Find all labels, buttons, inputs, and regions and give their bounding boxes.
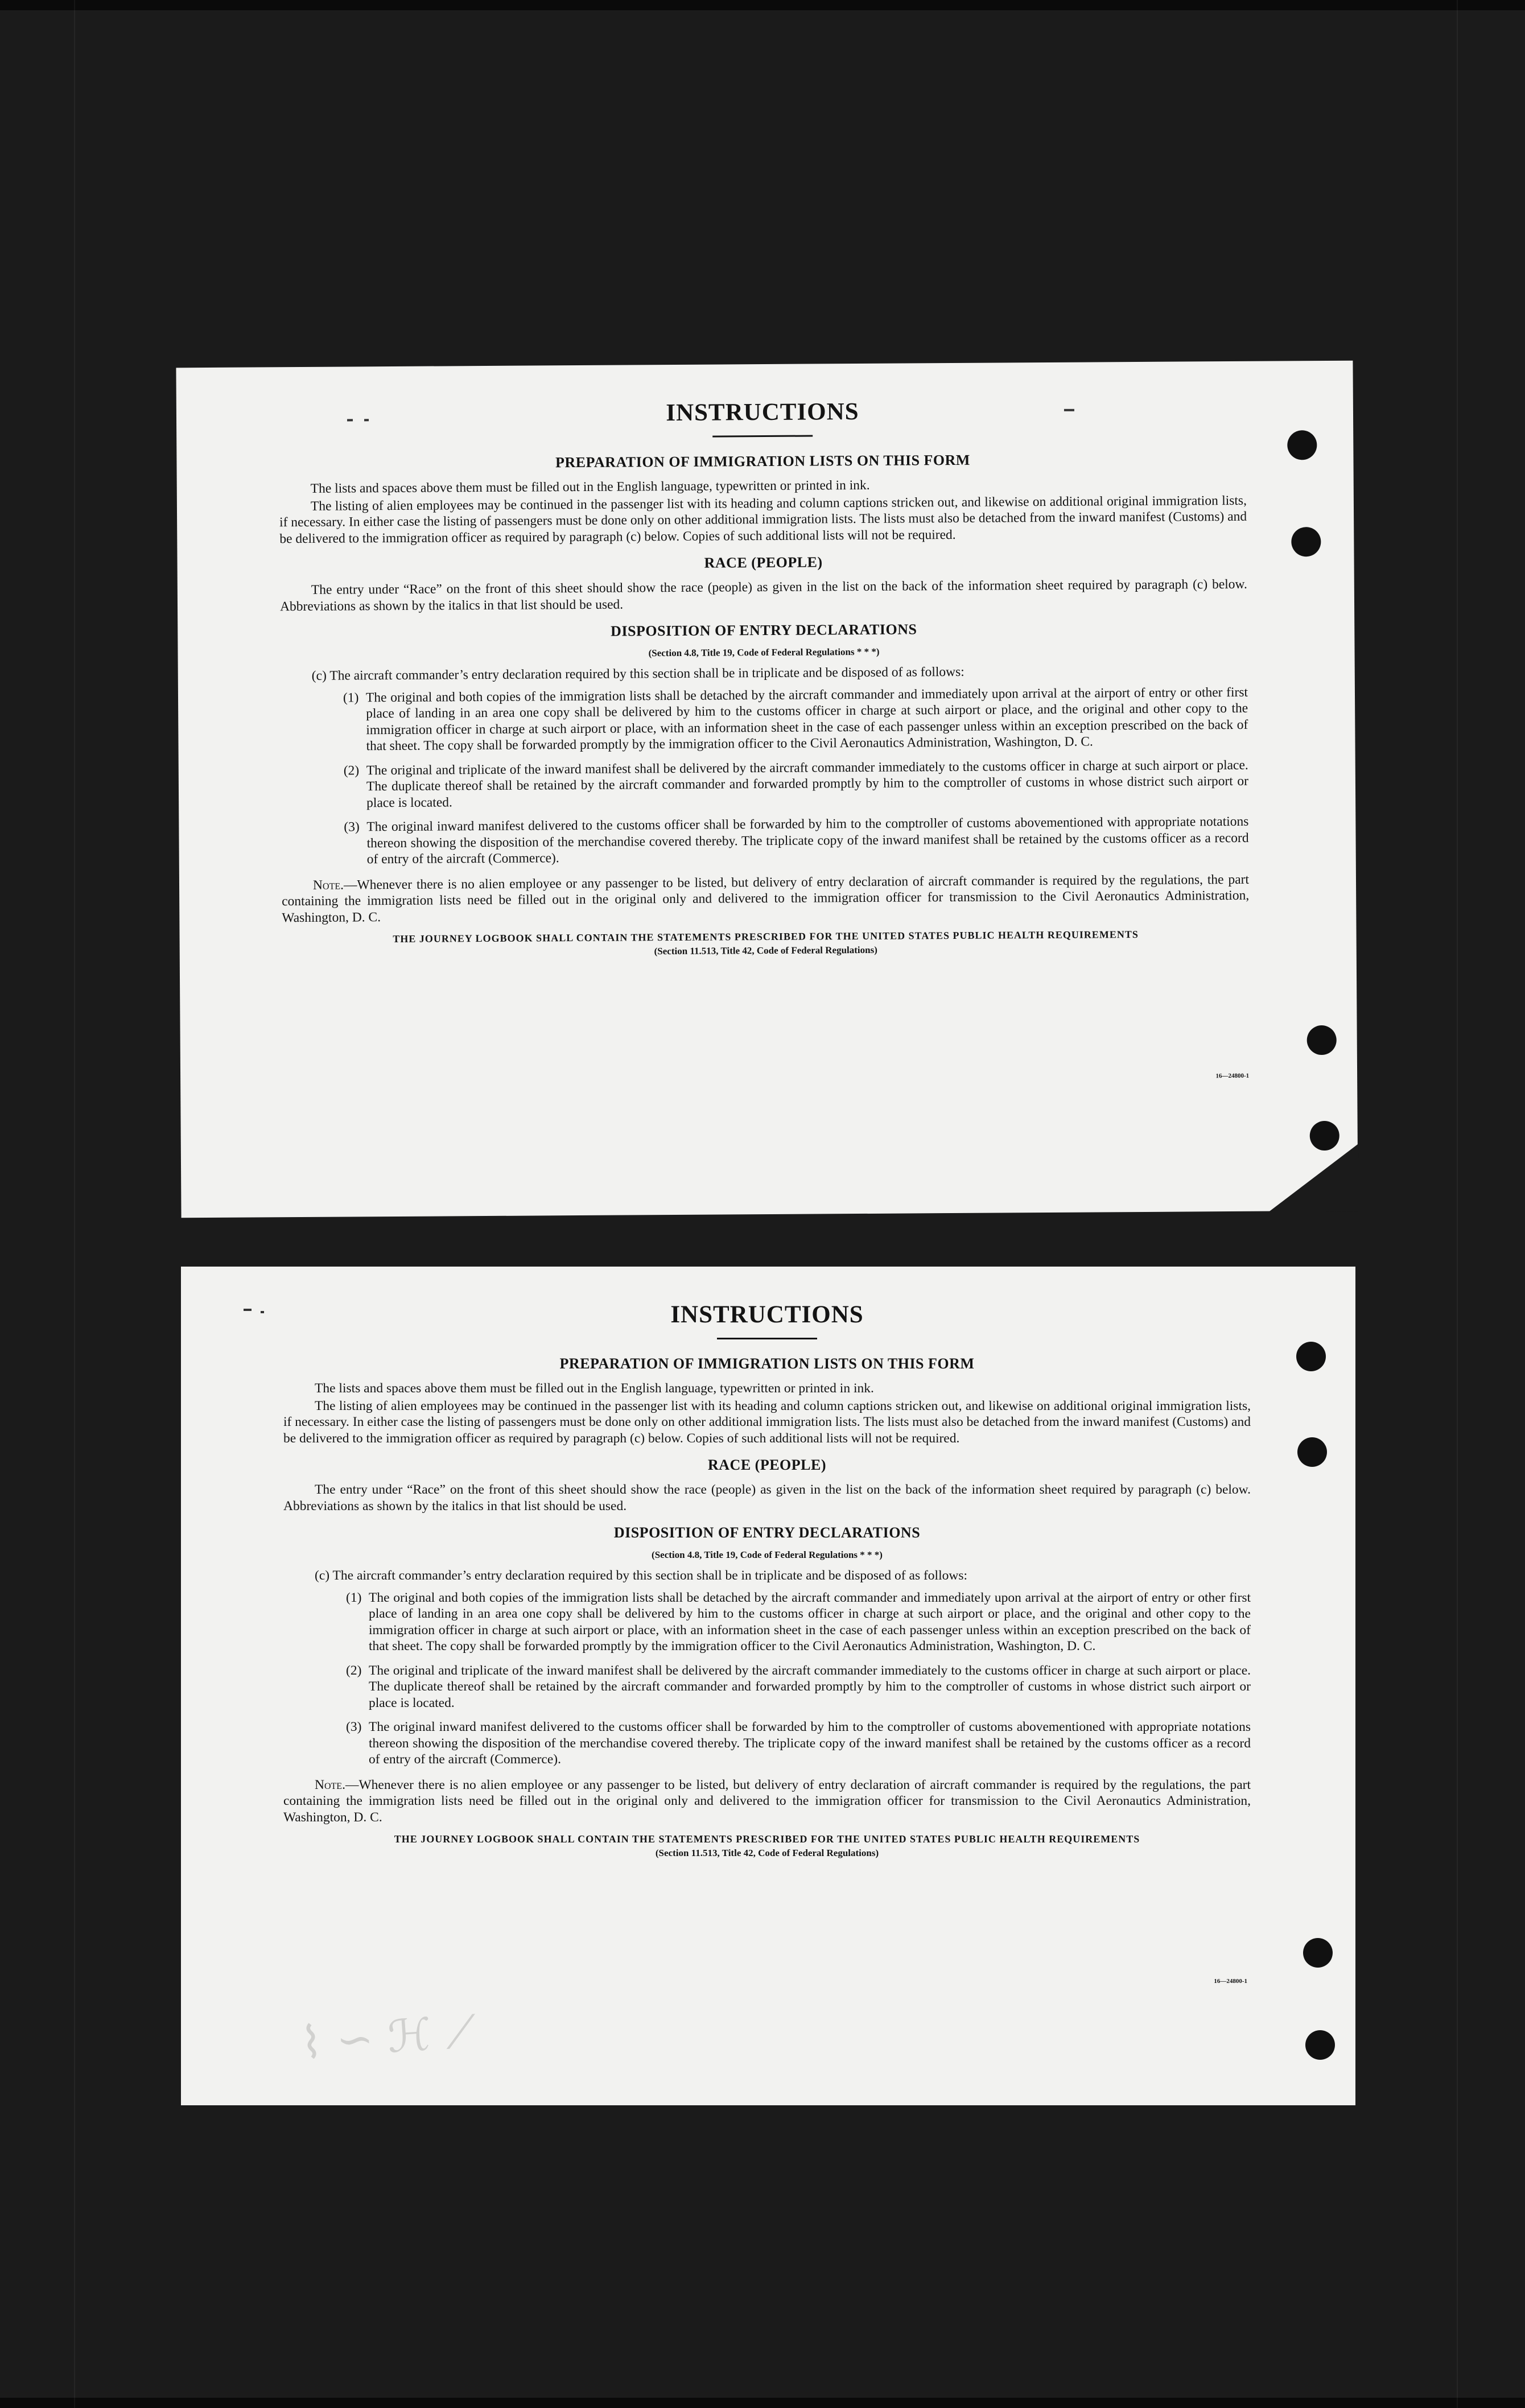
- paragraph: The entry under “Race” on the front of this sheet should show the race (people) as given in the list on the back of the information sheet required by paragraph (c) below. Abbreviations as shown by the italics in that list should be used.: [283, 1482, 1251, 1514]
- item-text: The original inward manifest delivered to the customs officer shall be forwarded by him to the comptroller of customs abovementioned with appropriate notations thereon showing the disposition of the merchandise covered thereby. The triplicate copy of the inward manifest shall be retained by the customs officer as a record of entry of the aircraft (Commerce).: [369, 1720, 1251, 1767]
- note-paragraph: [283, 1777, 1251, 1826]
- section-heading-immigration-lists: PREPARATION OF IMMIGRATION LISTS ON THIS FORM: [555, 451, 971, 471]
- item-number: (3): [346, 1720, 362, 1734]
- list-item: [283, 1719, 1251, 1768]
- page-title: INSTRUCTIONS: [666, 398, 859, 427]
- faint-handwriting-mark: ⌇ ∽ ℋ ⟋: [299, 2006, 479, 2069]
- punch-hole: [1296, 1342, 1326, 1371]
- note-label: Note.: [315, 1777, 345, 1792]
- punch-hole: [1303, 1938, 1333, 1968]
- footer-statement: THE JOURNEY LOGBOOK SHALL CONTAIN THE STATEMENTS PRESCRIBED FOR THE UNITED STATES PUBLIC HEALTH REQUIREMENTS: [394, 1833, 1140, 1845]
- footer-statement: THE JOURNEY LOGBOOK SHALL CONTAIN THE STATEMENTS PRESCRIBED FOR THE UNITED STATES PUBLIC HEALTH REQUIREMENTS: [393, 929, 1139, 945]
- item-number: (2): [343, 762, 360, 778]
- item-text: The original and triplicate of the inward manifest shall be delivered by the aircraft commander immediately to the customs officer in charge at such airport or place. The duplicate thereof shall be retained by the aircraft commander and forwarded promptly by him to the comptroller of customs in whose district such airport or place is located.: [366, 757, 1249, 810]
- citation: (Section 4.8, Title 19, Code of Federal Regulations * * *): [648, 646, 880, 659]
- item-text: The original and triplicate of the inward manifest shall be delivered by the aircraft commander immediately to the customs officer in charge at such airport or place. The duplicate thereof shall be retained by the aircraft commander and forwarded promptly by him to the comptroller of customs in whose district such airport or place is located.: [369, 1663, 1251, 1710]
- instruction-sheet-lower: [181, 1267, 1355, 2105]
- item-number: (2): [346, 1663, 362, 1678]
- item-number: (1): [343, 690, 359, 706]
- film-edge-bottom: [0, 2398, 1525, 2408]
- form-number: 16—24800-1: [1215, 1072, 1250, 1080]
- title-rule: [717, 1338, 817, 1339]
- paragraph: (c) The aircraft commander’s entry declaration required by this section shall be in triplicate and be disposed of as follows:: [311, 664, 965, 683]
- film-edge-top: [0, 0, 1525, 10]
- instruction-sheet-upper: [176, 361, 1358, 1218]
- item-text: The original and both copies of the immigration lists shall be detached by the aircraft commander and immediately upon arrival at the airport of entry or other first place of landing in an area one copy shall be delivered by him to the customs officer in charge at such airport or place, and the original and other copy to the immigration officer in charge at such airport or place, with an information sheet in the case of each passenger unless within an exception prescribed on the back of that sheet. The copy shall be forwarded promptly by the immigration officer to the Civil Aeronautics Administration, Washington, D. C.: [365, 685, 1248, 754]
- section-heading-disposition: DISPOSITION OF ENTRY DECLARATIONS: [611, 621, 917, 640]
- page-title: INSTRUCTIONS: [670, 1301, 864, 1328]
- film-scratch: [1457, 0, 1458, 2408]
- form-number: 16—24800-1: [1214, 1978, 1247, 1985]
- ink-smudge: [261, 1311, 264, 1313]
- paragraph: The listing of alien employees may be continued in the passenger list with its heading and column captions stricken out, and likewise on additional original immigration lists, if necessary. In either case the listing of passengers must be done only on other additional immigration lists. The lists must also be detached from the inward manifest (Customs) and be delivered to the immigration officer as required by paragraph (c) below. Copies of such additional lists will not be required.: [283, 1398, 1251, 1446]
- title-rule: [712, 435, 813, 437]
- punch-hole: [1291, 527, 1321, 556]
- film-scratch: [74, 0, 75, 2408]
- section-heading-immigration-lists: PREPARATION OF IMMIGRATION LISTS ON THIS FORM: [559, 1355, 975, 1372]
- instructions-content: [279, 395, 1250, 966]
- footer-citation: (Section 11.513, Title 42, Code of Federal Regulations): [655, 1848, 879, 1858]
- disposition-list: [283, 1590, 1251, 1768]
- note-paragraph: [282, 871, 1249, 926]
- punch-hole: [1287, 430, 1317, 460]
- note-text: —Whenever there is no alien employee or any passenger to be listed, but delivery of entry declaration of aircraft commander is required by the regulations, the part containing the immigration lists need be filled out in the original only and delivered to the immigration officer for transmission to the Civil Aeronautics Administration, Washington, D. C.: [282, 872, 1250, 925]
- footer-citation: (Section 11.513, Title 42, Code of Federal Regulations): [654, 944, 877, 957]
- punch-hole: [1305, 2030, 1335, 2060]
- item-number: (1): [346, 1590, 362, 1605]
- section-heading-disposition: DISPOSITION OF ENTRY DECLARATIONS: [613, 1524, 921, 1541]
- ink-smudge: [244, 1309, 252, 1311]
- instructions-content: [283, 1301, 1251, 1866]
- citation: (Section 4.8, Title 19, Code of Federal Regulations * * *): [652, 1549, 883, 1560]
- item-number: (3): [344, 819, 360, 835]
- paragraph: The entry under “Race” on the front of this sheet should show the race (people) as given in the list on the back of the information sheet required by paragraph (c) below. Abbreviations as shown by the italics in that list should be used.: [279, 576, 1247, 614]
- list-item: [281, 757, 1248, 811]
- item-text: The original and both copies of the immigration lists shall be detached by the aircraft commander and immediately upon arrival at the airport of entry or other first place of landing in an area one copy shall be delivered by him to the customs officer in charge at such airport or place, and the original and other copy to the immigration officer in charge at such airport or place, with an information sheet in the case of each passenger unless within an exception prescribed on the back of that sheet. The copy shall be forwarded promptly by the immigration officer to the Civil Aeronautics Administration, Washington, D. C.: [369, 1590, 1251, 1654]
- note-text: —Whenever there is no alien employee or any passenger to be listed, but delivery of entry declaration of aircraft commander is required by the regulations, the part containing the immigration lists need be filled out in the original only and delivered to the immigration officer for transmission to the Civil Aeronautics Administration, Washington, D. C.: [283, 1777, 1251, 1825]
- paragraph: The lists and spaces above them must be filled out in the English language, typewritten or printed in ink.: [315, 1381, 874, 1396]
- punch-hole: [1297, 1437, 1327, 1467]
- section-heading-race: RACE (PEOPLE): [708, 1457, 826, 1473]
- punch-hole: [1307, 1025, 1337, 1055]
- list-item: [283, 1590, 1251, 1655]
- paragraph: (c) The aircraft commander’s entry declaration required by this section shall be in triplicate and be disposed of as follows:: [315, 1568, 967, 1583]
- disposition-list: [281, 684, 1249, 868]
- list-item: [283, 1663, 1251, 1712]
- list-item: [281, 684, 1248, 754]
- item-text: The original inward manifest delivered to the customs officer shall be forwarded by him to the comptroller of customs abovementioned with appropriate notations thereon showing the disposition of the merchandise covered thereby. The triplicate copy of the inward manifest shall be retained by the customs officer as a record of entry of the aircraft (Commerce).: [366, 814, 1249, 867]
- torn-corner: [1268, 1144, 1359, 1213]
- section-heading-race: RACE (PEOPLE): [704, 554, 823, 571]
- list-item: [281, 814, 1248, 868]
- note-label: Note.: [312, 877, 344, 893]
- paragraph: The listing of alien employees may be continued in the passenger list with its heading and column captions stricken out, and likewise on additional original immigration lists, if necessary. In either case the listing of passengers must be done only on other additional immigration lists. The lists must also be detached from the inward manifest (Customs) and be delivered to the immigration officer as required by paragraph (c) below. Copies of such additional lists will not be required.: [279, 493, 1247, 546]
- paragraph: The lists and spaces above them must be filled out in the English language, typewritten or printed in ink.: [310, 477, 870, 496]
